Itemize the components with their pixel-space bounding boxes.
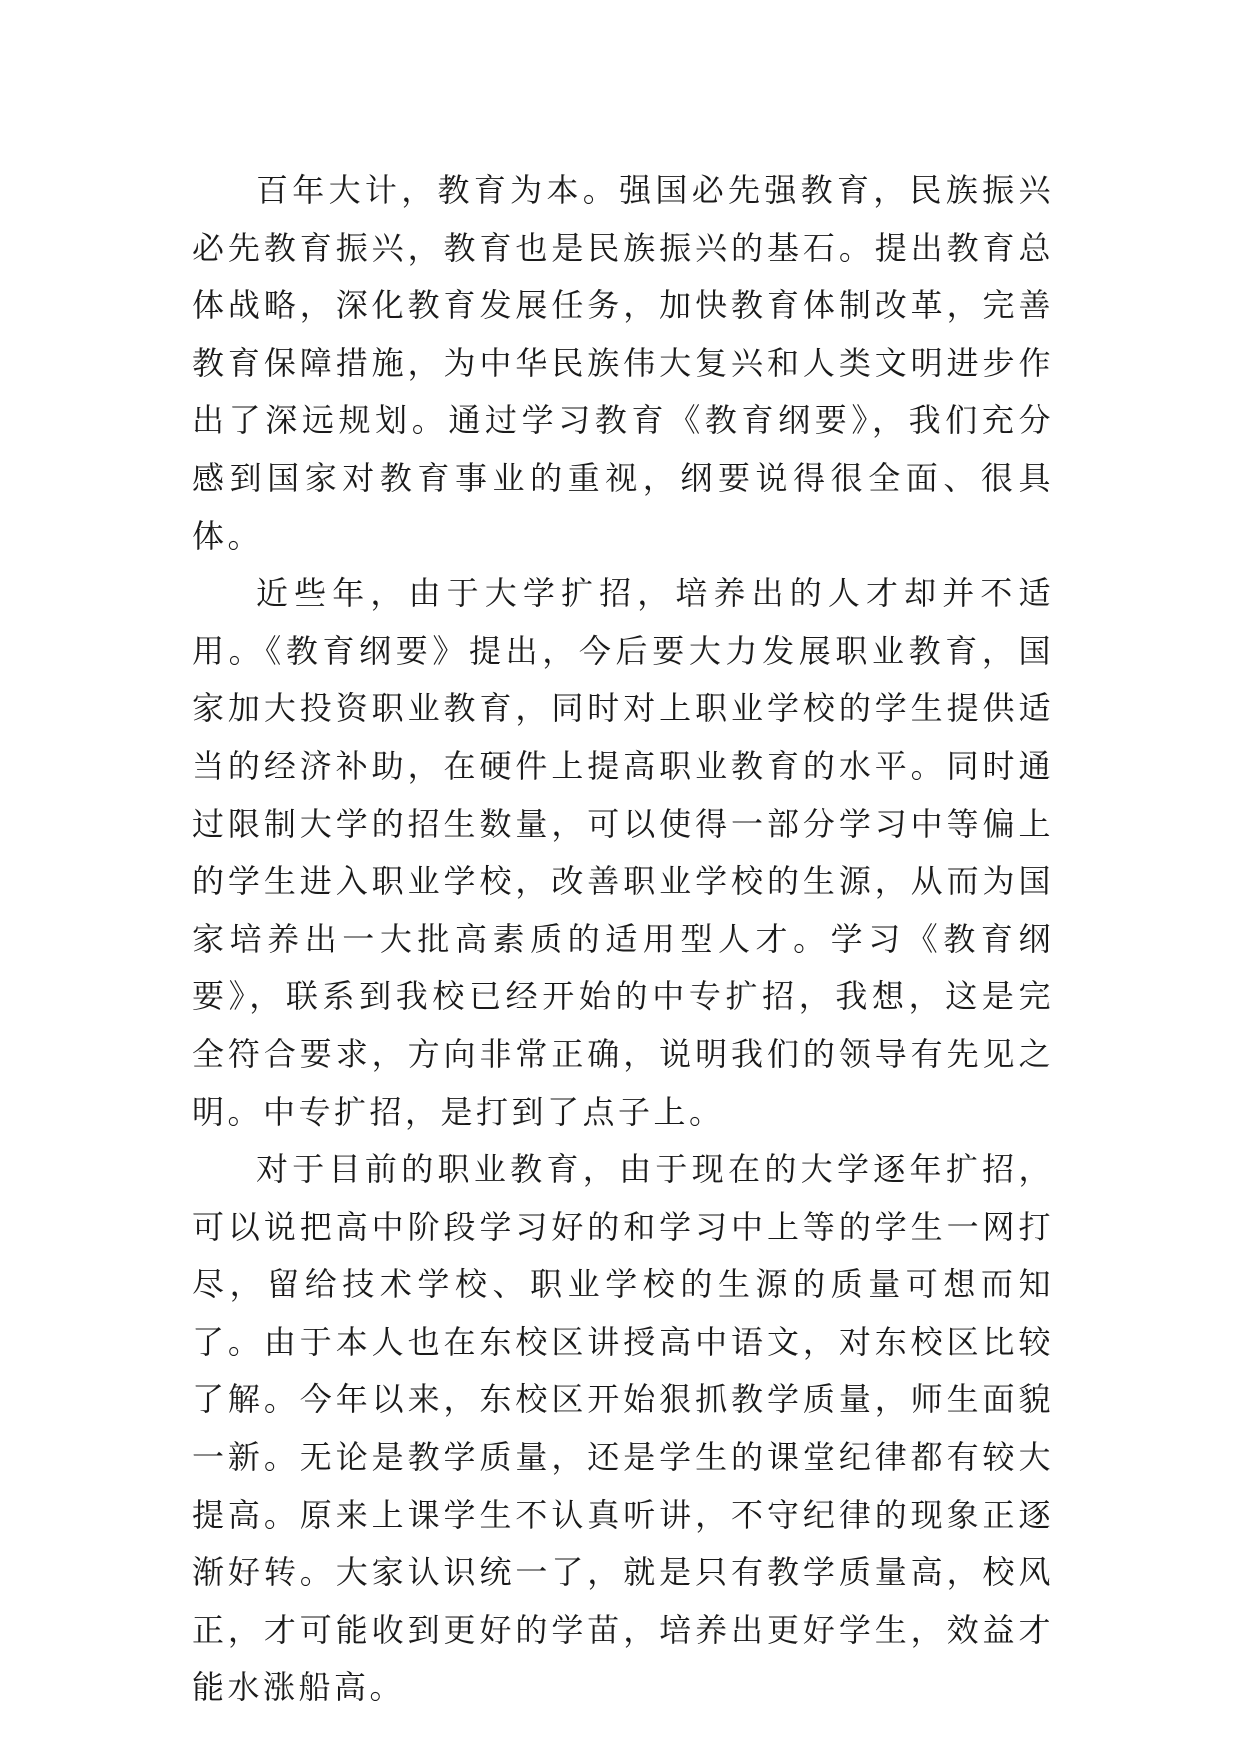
paragraph-1: 百年大计，教育为本。强国必先强教育，民族振兴必先教育振兴，教育也是民族振兴的基石。提出教育总体战略，深化教育发展任务，加快教育体制改革，完善教育保障措施，为中华民族伟大复兴和人类文明进步作出了深远规划。通过学习教育《教育纲要》，我们充分感到国家对教育事业的重视，纲要说得很全面、很具体。 (192, 171, 1054, 555)
paragraph-3: 对于目前的职业教育，由于现在的大学逐年扩招，可以说把高中阶段学习好的和学习中上等的学生一网打尽，留给技术学校、职业学校的生源的质量可想而知了。由于本人也在东校区讲授高中语文，对东校区比较了解。今年以来，东校区开始狠抓教学质量，师生面貌一新。无论是教学质量，还是学生的课堂纪律都有较大提高。原来上课学生不认真听讲，不守纪律的现象正逐渐好转。大家认识统一了，就是只有教学质量高，校风正，才可能收到更好的学苗，培养出更好学生，效益才能水涨船高。 (192, 1150, 1054, 1707)
document-body (192, 162, 1054, 1717)
paragraph-2: 近些年，由于大学扩招，培养出的人才却并不适用。《教育纲要》提出，今后要大力发展职业教育，国家加大投资职业教育，同时对上职业学校的学生提供适当的经济补助，在硬件上提高职业教育的水平。同时通过限制大学的招生数量，可以使得一部分学习中等偏上的学生进入职业学校，改善职业学校的生源，从而为国家培养出一大批高素质的适用型人才。学习《教育纲要》，联系到我校已经开始的中专扩招，我想，这是完全符合要求，方向非常正确，说明我们的领导有先见之明。中专扩招，是打到了点子上。 (192, 574, 1054, 1131)
